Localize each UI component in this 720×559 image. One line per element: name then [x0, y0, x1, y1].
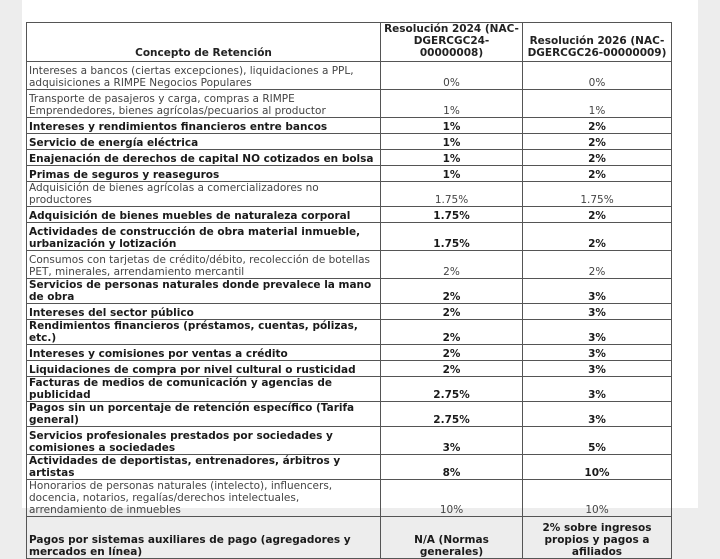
- concept-cell: Transporte de pasajeros y carga, compras a RIMPE Emprendedores, bienes agrícolas/pecuarios al productor: [27, 90, 381, 118]
- concept-cell: Primas de seguros y reaseguros: [27, 166, 381, 182]
- table-row: [27, 251, 672, 279]
- retention-table: [26, 22, 672, 559]
- concept-cell: Intereses del sector público: [27, 304, 381, 320]
- table-row: [27, 304, 672, 320]
- rate-2026-cell: 3%: [523, 304, 672, 320]
- rate-2024-cell: 8%: [381, 455, 523, 480]
- rate-2026-cell: 2% sobre ingresos propios y pagos a afiliados: [523, 517, 672, 559]
- table-row: [27, 134, 672, 150]
- rate-2024-cell: 2%: [381, 361, 523, 377]
- rate-2026-cell: 3%: [523, 345, 672, 361]
- rate-2024-cell: 3%: [381, 427, 523, 455]
- concept-cell: Intereses a bancos (ciertas excepciones), liquidaciones a PPL, adquisiciones a RIMPE Negocios Populares: [27, 62, 381, 90]
- rate-2024-cell: 1%: [381, 150, 523, 166]
- rate-2026-cell: 3%: [523, 320, 672, 345]
- concept-cell: Servicios de personas naturales donde prevalece la mano de obra: [27, 279, 381, 304]
- table-row: [27, 455, 672, 480]
- rate-2024-cell: 1.75%: [381, 182, 523, 207]
- rate-2026-cell: 3%: [523, 279, 672, 304]
- concept-cell: Pagos por sistemas auxiliares de pago (agregadores y mercados en línea): [27, 517, 381, 559]
- rate-2026-cell: 10%: [523, 480, 672, 517]
- concept-cell: Enajenación de derechos de capital NO cotizados en bolsa: [27, 150, 381, 166]
- table-row: [27, 207, 672, 223]
- table-row: [27, 361, 672, 377]
- table-row: [27, 166, 672, 182]
- table-row: [27, 182, 672, 207]
- rate-2024-cell: 2.75%: [381, 402, 523, 427]
- concept-cell: Actividades de deportistas, entrenadores, árbitros y artistas: [27, 455, 381, 480]
- table-row: [27, 150, 672, 166]
- table-body: [27, 62, 672, 559]
- concept-cell: Honorarios de personas naturales (intelecto), influencers, docencia, notarios, regalías/derechos intelectuales, arrendamiento de inmuebles: [27, 480, 381, 517]
- table-row: [27, 517, 672, 559]
- rate-2024-cell: 1.75%: [381, 207, 523, 223]
- table-row: [27, 118, 672, 134]
- table-row: [27, 223, 672, 251]
- concept-cell: Intereses y comisiones por ventas a crédito: [27, 345, 381, 361]
- concept-cell: Intereses y rendimientos financieros entre bancos: [27, 118, 381, 134]
- rate-2026-cell: 2%: [523, 118, 672, 134]
- rate-2024-cell: 1%: [381, 118, 523, 134]
- rate-2026-cell: 3%: [523, 361, 672, 377]
- rate-2024-cell: 1%: [381, 134, 523, 150]
- rate-2026-cell: 1%: [523, 90, 672, 118]
- rate-2026-cell: 2%: [523, 150, 672, 166]
- rate-2024-cell: 2%: [381, 320, 523, 345]
- rate-2026-cell: 2%: [523, 134, 672, 150]
- concept-cell: Pagos sin un porcentaje de retención específico (Tarifa general): [27, 402, 381, 427]
- rate-2026-cell: 3%: [523, 377, 672, 402]
- concept-cell: Servicios profesionales prestados por sociedades y comisiones a sociedades: [27, 427, 381, 455]
- rate-2024-cell: 0%: [381, 62, 523, 90]
- table-row: [27, 427, 672, 455]
- table-row: [27, 377, 672, 402]
- rate-2026-cell: 3%: [523, 402, 672, 427]
- table-row: [27, 279, 672, 304]
- concept-cell: Consumos con tarjetas de crédito/débito, recolección de botellas PET, minerales, arrendamiento mercantil: [27, 251, 381, 279]
- concept-cell: Actividades de construcción de obra material inmueble, urbanización y lotización: [27, 223, 381, 251]
- rate-2026-cell: 2%: [523, 207, 672, 223]
- concept-cell: Adquisición de bienes agrícolas a comercializadores no productores: [27, 182, 381, 207]
- table-row: [27, 90, 672, 118]
- table-header-row: [27, 23, 672, 62]
- table-row: [27, 320, 672, 345]
- rate-2026-cell: 10%: [523, 455, 672, 480]
- rate-2026-cell: 2%: [523, 166, 672, 182]
- rate-2024-cell: 2%: [381, 304, 523, 320]
- header-res-2026: Resolución 2026 (NAC-DGERCGC26-00000009): [523, 23, 672, 62]
- rate-2024-cell: N/A (Normas generales): [381, 517, 523, 559]
- concept-cell: Liquidaciones de compra por nivel cultural o rusticidad: [27, 361, 381, 377]
- rate-2024-cell: 2%: [381, 345, 523, 361]
- rate-2026-cell: 1.75%: [523, 182, 672, 207]
- header-concept: Concepto de Retención: [27, 23, 381, 62]
- table-row: [27, 480, 672, 517]
- rate-2026-cell: 5%: [523, 427, 672, 455]
- header-res-2024: Resolución 2024 (NAC-DGERCGC24-00000008): [381, 23, 523, 62]
- concept-cell: Servicio de energía eléctrica: [27, 134, 381, 150]
- rate-2026-cell: 2%: [523, 223, 672, 251]
- table-row: [27, 402, 672, 427]
- concept-cell: Adquisición de bienes muebles de naturaleza corporal: [27, 207, 381, 223]
- table-row: [27, 62, 672, 90]
- concept-cell: Rendimientos financieros (préstamos, cuentas, pólizas, etc.): [27, 320, 381, 345]
- rate-2024-cell: 1%: [381, 90, 523, 118]
- rate-2024-cell: 2%: [381, 251, 523, 279]
- table-row: [27, 345, 672, 361]
- rate-2024-cell: 2.75%: [381, 377, 523, 402]
- rate-2024-cell: 10%: [381, 480, 523, 517]
- rate-2024-cell: 1.75%: [381, 223, 523, 251]
- rate-2024-cell: 1%: [381, 166, 523, 182]
- concept-cell: Facturas de medios de comunicación y agencias de publicidad: [27, 377, 381, 402]
- rate-2026-cell: 2%: [523, 251, 672, 279]
- rate-2026-cell: 0%: [523, 62, 672, 90]
- rate-2024-cell: 2%: [381, 279, 523, 304]
